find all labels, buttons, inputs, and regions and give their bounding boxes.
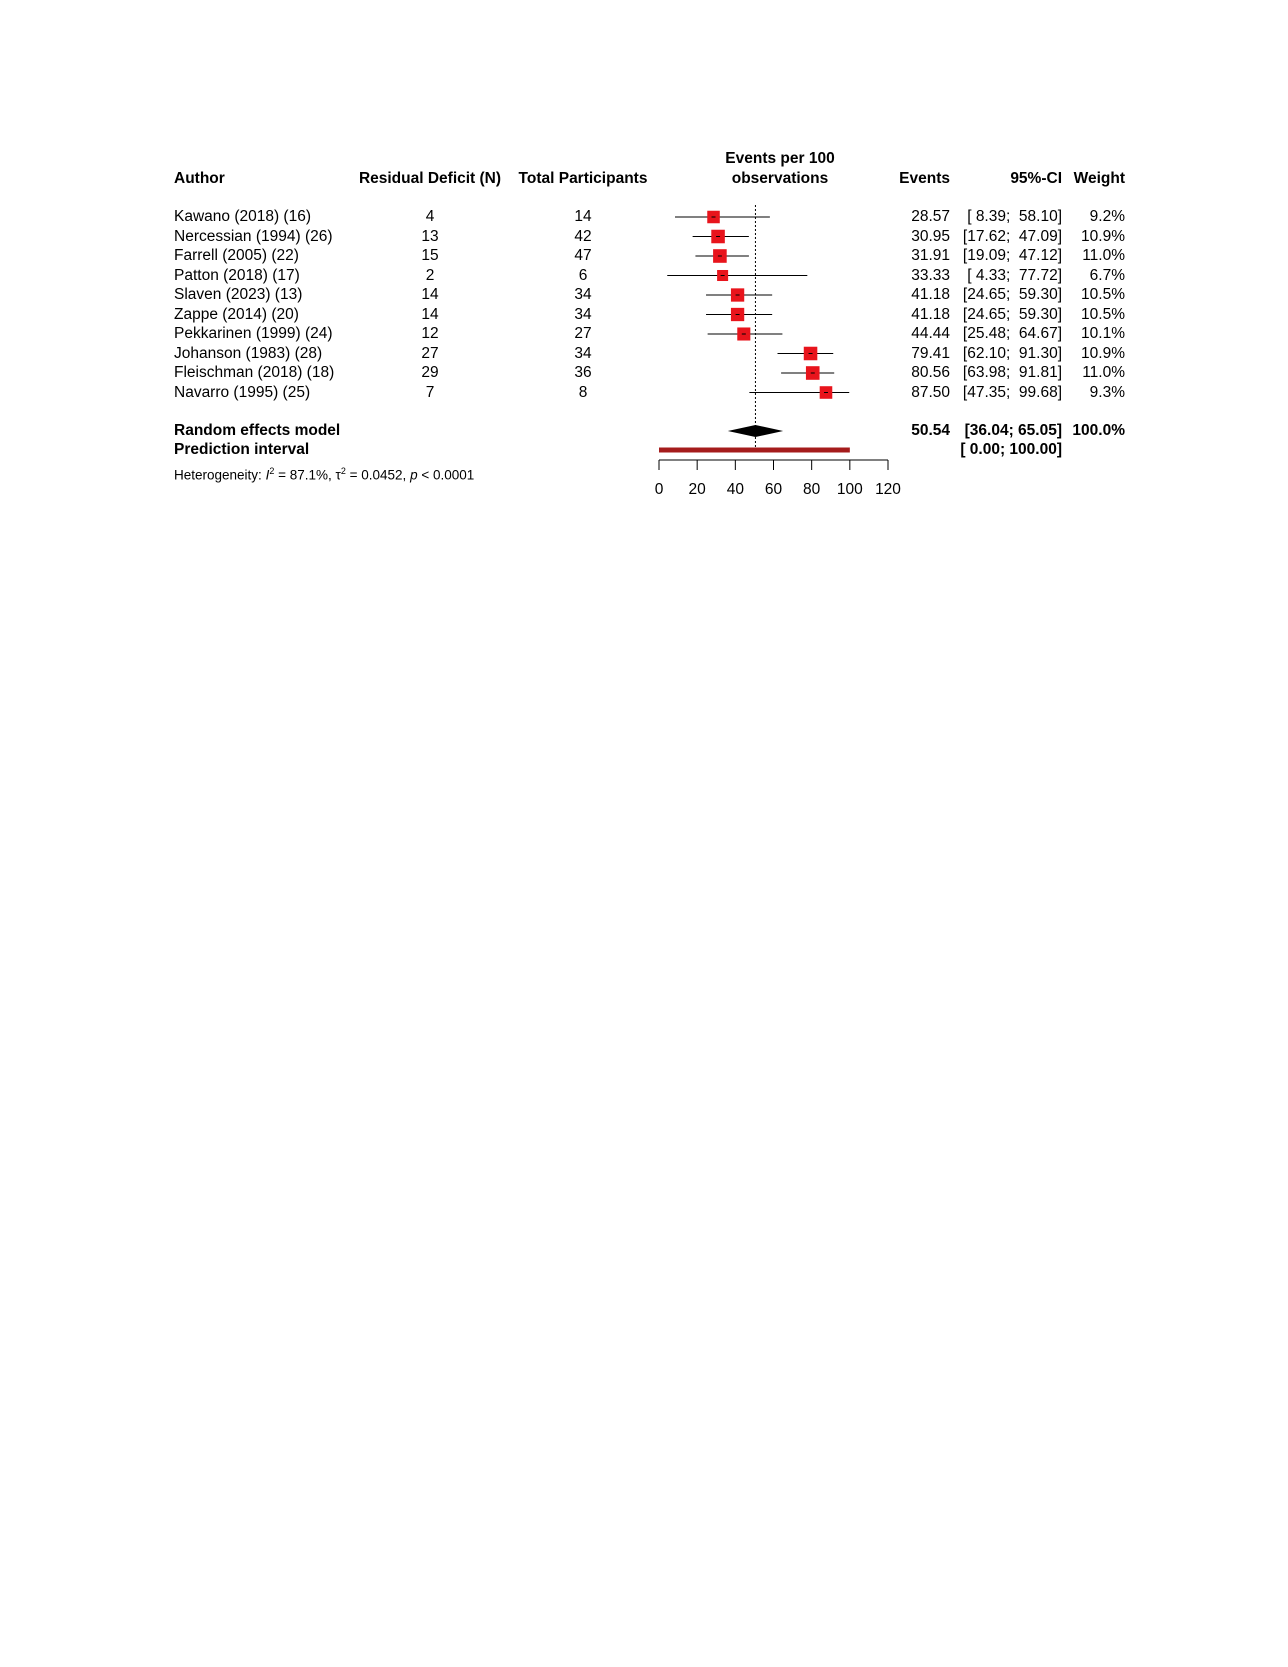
study-residual-deficit: 14 — [421, 305, 439, 323]
random-effects-label: Random effects model — [174, 422, 341, 439]
study-events: 80.56 — [911, 364, 950, 381]
study-total-participants: 27 — [574, 325, 592, 342]
study-residual-deficit: 2 — [425, 266, 435, 284]
study-total-participants: 8 — [578, 383, 588, 401]
study-events: 30.95 — [911, 227, 950, 245]
heterogeneity-prefix: Heterogeneity: — [174, 467, 266, 483]
study-events: 87.50 — [911, 383, 950, 401]
random-effects-events: 50.54 — [911, 422, 950, 439]
study-author: Kawano (2018) (16) — [174, 208, 311, 225]
study-ci: [24.65; 59.30] — [962, 305, 1062, 323]
header-events: Events — [899, 170, 950, 187]
header-ci: 95%-CI — [1010, 170, 1062, 187]
study-ci: [ 4.33; 77.72] — [967, 266, 1062, 284]
study-ci: [ 8.39; 58.10] — [967, 208, 1062, 225]
study-author: Navarro (1995) (25) — [174, 383, 311, 401]
study-events: 79.41 — [911, 344, 950, 362]
study-weight: 11.0% — [1082, 247, 1125, 264]
study-weight: 11.0% — [1082, 364, 1125, 381]
p-value: < 0.0001 — [417, 467, 475, 483]
x-tick-label-60: 60 — [764, 481, 783, 498]
study-events: 41.18 — [911, 286, 950, 303]
study-author: Johanson (1983) (28) — [174, 344, 323, 362]
header-total-participants: Total Participants — [518, 170, 648, 187]
study-total-participants: 36 — [574, 364, 592, 381]
study-ci: [63.98; 91.81] — [962, 364, 1062, 381]
study-residual-deficit: 15 — [421, 247, 439, 264]
tau-symbol: τ — [335, 467, 341, 483]
pooled-diamond — [728, 425, 783, 437]
i2-symbol: I — [265, 467, 270, 483]
study-author: Pekkarinen (1999) (24) — [174, 325, 333, 342]
study-weight: 10.1% — [1081, 325, 1125, 342]
header-residual-deficit: Residual Deficit (N) — [358, 170, 502, 187]
study-weight: 10.5% — [1081, 286, 1125, 303]
study-ci: [24.65; 59.30] — [962, 286, 1062, 303]
study-events: 31.91 — [911, 247, 950, 264]
header-author: Author — [174, 170, 225, 187]
study-author: Zappe (2014) (20) — [174, 305, 299, 323]
study-residual-deficit: 29 — [421, 364, 439, 381]
heterogeneity-statement: Heterogeneity: $I^2 = 87.1\%$, $\tau^2 = 0.0452$, p < 0.0001 — [174, 466, 475, 483]
study-total-participants: 42 — [574, 227, 592, 245]
study-weight: 10.5% — [1081, 305, 1125, 323]
x-tick-label-0: 0 — [654, 481, 664, 498]
study-ci: [47.35; 99.68] — [962, 383, 1062, 401]
study-total-participants: 6 — [578, 266, 588, 284]
x-tick-label-20: 20 — [688, 481, 706, 498]
study-author: Farrell (2005) (22) — [174, 247, 299, 264]
x-tick-label-120: 120 — [875, 481, 901, 498]
study-ci: [25.48; 64.67] — [962, 325, 1062, 342]
study-author: Patton (2018) (17) — [174, 266, 300, 284]
study-weight: 9.2% — [1089, 208, 1125, 225]
study-weight: 6.7% — [1089, 266, 1125, 284]
random-effects-weight: 100.0% — [1072, 422, 1125, 439]
study-residual-deficit: 12 — [421, 325, 439, 342]
prediction-interval-label: Prediction interval — [174, 441, 310, 458]
study-total-participants: 34 — [574, 344, 592, 362]
study-author: Slaven (2023) (13) — [174, 286, 303, 303]
x-tick-label-100: 100 — [836, 481, 863, 498]
study-total-participants: 14 — [574, 208, 592, 225]
study-total-participants: 34 — [574, 305, 592, 323]
study-residual-deficit: 4 — [425, 208, 435, 225]
x-tick-label-40: 40 — [726, 481, 744, 498]
study-total-participants: 34 — [574, 286, 592, 303]
header-weight: Weight — [1073, 170, 1125, 187]
p-symbol: p — [410, 467, 418, 483]
study-author: Fleischman (2018) (18) — [174, 364, 335, 381]
study-weight: 10.9% — [1081, 227, 1125, 245]
random-effects-ci: [36.04; 65.05] — [964, 422, 1062, 439]
study-events: 33.33 — [911, 266, 950, 284]
study-ci: [17.62; 47.09] — [962, 227, 1062, 245]
study-residual-deficit: 13 — [421, 227, 439, 245]
study-events: 44.44 — [911, 325, 950, 342]
study-total-participants: 47 — [574, 247, 592, 264]
study-weight: 10.9% — [1081, 344, 1125, 362]
prediction-interval-bar — [659, 448, 850, 453]
study-events: 28.57 — [911, 208, 950, 225]
prediction-interval-ci: [ 0.00; 100.00] — [960, 441, 1062, 458]
study-ci: [19.09; 47.12] — [962, 247, 1062, 264]
i2-value: = 87.1%, — [274, 467, 336, 483]
header-plot-line1: Events per 100 — [725, 150, 835, 167]
tau-value: = 0.0452, — [345, 467, 411, 483]
x-tick-label-80: 80 — [803, 481, 821, 498]
header-plot-line2: observations — [731, 170, 829, 187]
study-author: Nercessian (1994) (26) — [174, 227, 333, 245]
study-residual-deficit: 14 — [421, 286, 439, 303]
study-events: 41.18 — [911, 305, 950, 323]
study-residual-deficit: 7 — [425, 383, 435, 401]
study-weight: 9.3% — [1089, 383, 1125, 401]
study-residual-deficit: 27 — [421, 344, 439, 362]
study-ci: [62.10; 91.30] — [962, 344, 1062, 362]
